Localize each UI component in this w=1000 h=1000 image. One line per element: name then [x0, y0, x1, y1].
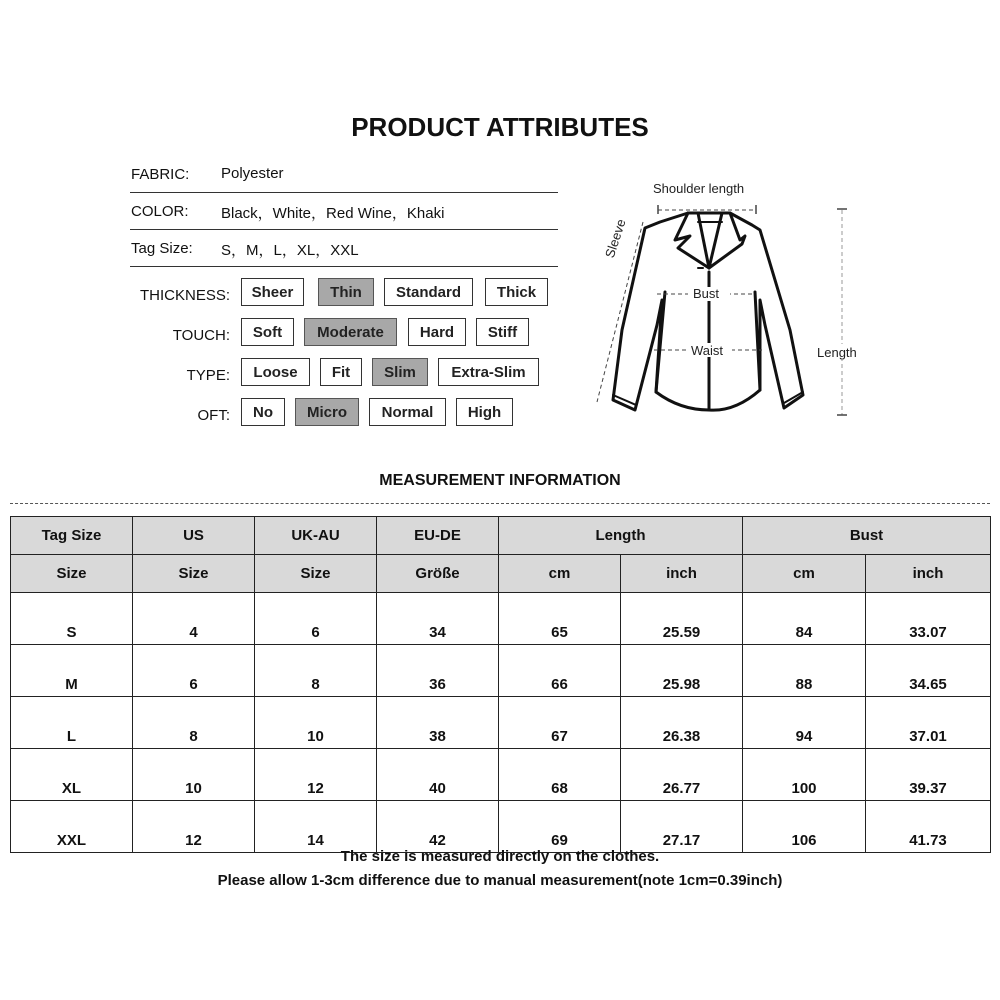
note-line-1: The size is measured directly on the clothes. [340, 848, 660, 865]
header-cell: UK-AU [255, 517, 377, 555]
oft-options [0, 398, 600, 428]
table-cell: 10 [255, 697, 377, 749]
table-cell: 67 [499, 697, 621, 749]
table-cell: 12 [133, 801, 255, 853]
table-cell: 66 [499, 645, 621, 697]
table-cell: XXL [11, 801, 133, 853]
table-row [11, 801, 991, 853]
table-cell: 37.01 [866, 697, 991, 749]
table-row [11, 697, 991, 749]
oft-option-high: High [456, 398, 513, 426]
table-cell: 39.37 [866, 749, 991, 801]
table-cell: 10 [133, 749, 255, 801]
fabric-label: FABRIC: [131, 166, 190, 183]
table-cell: 36 [377, 645, 499, 697]
table-cell: 68 [499, 749, 621, 801]
oft-label: OFT: [197, 407, 230, 424]
table-cell: 106 [743, 801, 866, 853]
thickness-label: THICKNESS: [139, 287, 230, 304]
table-cell: 94 [743, 697, 866, 749]
waist-label: Waist [691, 343, 724, 358]
header-cell: Length [499, 517, 743, 555]
length-label: Length [817, 345, 857, 360]
header-cell: EU-DE [377, 517, 499, 555]
table-cell: 69 [499, 801, 621, 853]
jacket-icon [590, 170, 880, 430]
table-cell: M [11, 645, 133, 697]
table-cell: 100 [743, 749, 866, 801]
table-cell: 33.07 [866, 593, 991, 645]
thickness-option-thick: Thick [485, 278, 548, 306]
divider [130, 229, 558, 230]
divider [130, 192, 558, 193]
table-cell: S [11, 593, 133, 645]
type-label: TYPE: [186, 367, 230, 384]
type-option-fit: Fit [320, 358, 362, 386]
table-cell: 27.17 [621, 801, 743, 853]
table-row [11, 749, 991, 801]
shoulder-length-label: Shoulder length [653, 181, 745, 196]
type-option-loose: Loose [241, 358, 310, 386]
table-row [11, 593, 991, 645]
oft-option-micro: Micro [295, 398, 359, 426]
page-title: PRODUCT ATTRIBUTES [351, 112, 649, 142]
color-value: Black，White，Red Wine，Khaki [221, 205, 445, 222]
header-cell: Size [133, 555, 255, 593]
table-cell: 41.73 [866, 801, 991, 853]
table-row [11, 645, 991, 697]
measurement-title: MEASUREMENT INFORMATION [379, 472, 621, 489]
divider [130, 266, 558, 267]
touch-option-hard: Hard [408, 318, 466, 346]
oft-option-no: No [241, 398, 285, 426]
type-option-extra-slim: Extra-Slim [438, 358, 539, 386]
touch-option-soft: Soft [241, 318, 294, 346]
touch-option-stiff: Stiff [476, 318, 529, 346]
header-cell: inch [866, 555, 991, 593]
header-cell: Size [11, 555, 133, 593]
thickness-options [0, 278, 600, 308]
size-chart-table [10, 516, 991, 853]
thickness-option-standard: Standard [384, 278, 473, 306]
sleeve-label: Sleeve [602, 217, 629, 260]
header-cell: Tag Size [11, 517, 133, 555]
table-cell: 6 [255, 593, 377, 645]
header-cell: Größe [377, 555, 499, 593]
type-option-slim: Slim [372, 358, 428, 386]
header-cell: Bust [743, 517, 991, 555]
table-cell: 6 [133, 645, 255, 697]
table-cell: 26.77 [621, 749, 743, 801]
color-label: COLOR: [131, 203, 189, 220]
table-cell: 25.59 [621, 593, 743, 645]
header-cell: inch [621, 555, 743, 593]
header-cell: cm [743, 555, 866, 593]
thickness-option-sheer: Sheer [241, 278, 304, 306]
table-cell: 4 [133, 593, 255, 645]
note-line-2: Please allow 1-3cm difference due to manual measurement(note 1cm=0.39inch) [217, 872, 783, 889]
tag-size-value: S，M，L，XL，XXL [221, 242, 359, 259]
table-header-row [11, 517, 991, 555]
bust-label: Bust [693, 286, 720, 301]
table-subheader-row [11, 555, 991, 593]
table-cell: 25.98 [621, 645, 743, 697]
table-cell: 14 [255, 801, 377, 853]
table-cell: 34 [377, 593, 499, 645]
table-cell: 84 [743, 593, 866, 645]
table-cell: 38 [377, 697, 499, 749]
touch-options [0, 318, 600, 348]
table-cell: 8 [133, 697, 255, 749]
jacket-measurement-diagram [590, 170, 880, 430]
dashed-divider [10, 503, 990, 504]
header-cell: Size [255, 555, 377, 593]
header-cell: cm [499, 555, 621, 593]
table-cell: 88 [743, 645, 866, 697]
table-cell: 42 [377, 801, 499, 853]
touch-option-moderate: Moderate [304, 318, 397, 346]
table-cell: 26.38 [621, 697, 743, 749]
table-cell: 12 [255, 749, 377, 801]
thickness-option-thin: Thin [318, 278, 374, 306]
table-cell: 65 [499, 593, 621, 645]
tag-size-label: Tag Size: [131, 240, 193, 257]
oft-option-normal: Normal [369, 398, 446, 426]
table-cell: XL [11, 749, 133, 801]
fabric-value: Polyester [221, 165, 284, 182]
table-cell: 40 [377, 749, 499, 801]
type-options [0, 358, 600, 388]
header-cell: US [133, 517, 255, 555]
table-cell: L [11, 697, 133, 749]
touch-label: TOUCH: [172, 327, 230, 344]
table-cell: 8 [255, 645, 377, 697]
table-cell: 34.65 [866, 645, 991, 697]
